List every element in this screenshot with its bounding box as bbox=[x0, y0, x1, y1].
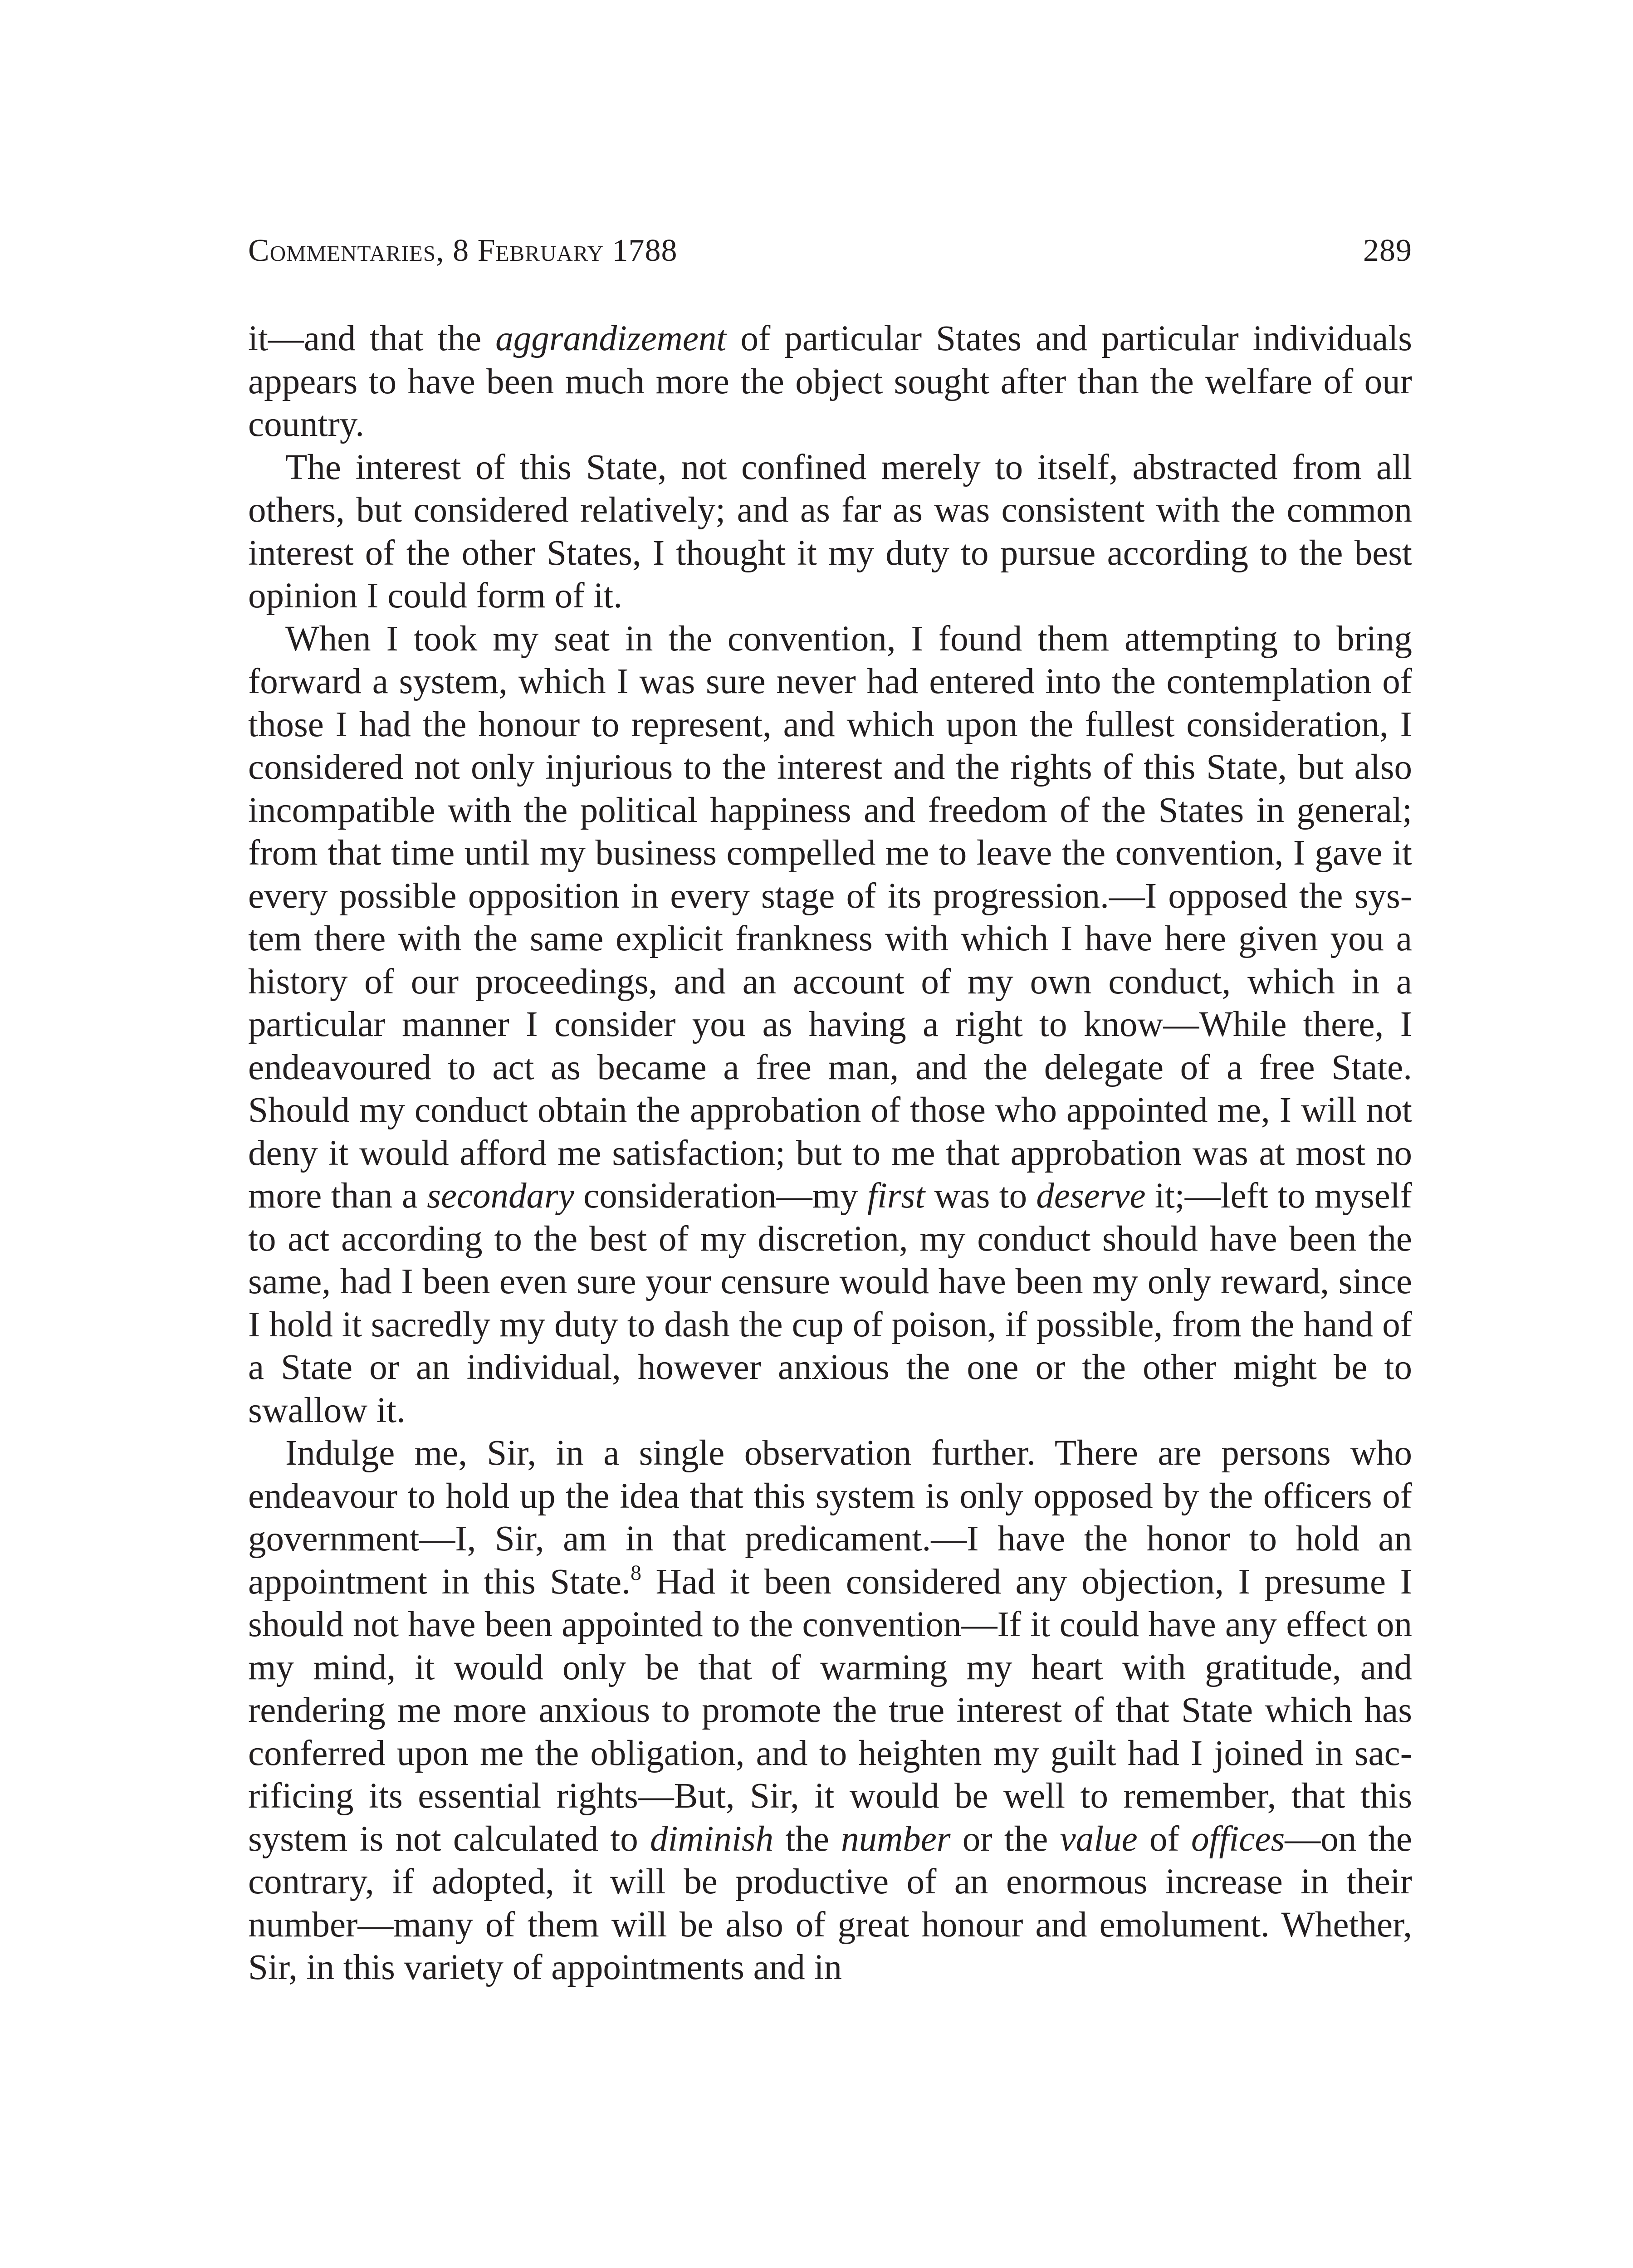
page-header bbox=[248, 226, 1412, 276]
text-run: was to bbox=[925, 1176, 1037, 1216]
italic-text: offices bbox=[1191, 1819, 1285, 1859]
italic-text: number bbox=[841, 1819, 951, 1859]
text-run: the bbox=[773, 1819, 841, 1859]
footnote-marker: 8 bbox=[630, 1560, 641, 1585]
italic-text: aggrandizement bbox=[495, 319, 727, 358]
page-number: 289 bbox=[1363, 233, 1412, 268]
text-run: The interest of this State, not confined merely to itself, abstracted from all others, but considered relatively; and as far as was consistent with the common interest of the other States, I thought it my duty to pursue according to the best opinion I could form of it. bbox=[248, 447, 1412, 616]
text-run: of bbox=[1137, 1819, 1192, 1859]
text-run: When I took my seat in the convention, I found them attempting to bring forward a system, which I was sure never had entered into the contemplation of those I had the honour to represent, and which upon the fullest consideration, I considered not only injurious to the interest and the rights of this State, but also incompatible with the political happiness and freedom of the States in general; from that time until my business compelled me to leave the convention, I gave it every possible opposition in every stage of its progression.—I opposed the system there with the same explicit frankness with which I have here given you a history of our proceedings, and an account of my own conduct, which in a particular manner I consider you as having a right to know—While there, I endeavoured to act as became a free man, and the delegate of a free State. Should my conduct obtain the approbation of those who appointed me, I will not deny it would afford me satisfaction; but to me that approbation was at most no more than a bbox=[248, 619, 1412, 1216]
italic-text: diminish bbox=[650, 1819, 774, 1859]
paragraph bbox=[248, 1432, 1412, 1989]
italic-text: first bbox=[867, 1176, 925, 1216]
text-run: Indulge me, Sir, in a single observation further. There are persons who endeavour to hold up the idea that this system is only opposed by the officers of government—I, Sir, am in that predicament.—I have the honor to hold an appointment in this State. bbox=[248, 1433, 1412, 1602]
paragraph bbox=[248, 618, 1412, 1432]
text-run: it—and that the bbox=[248, 319, 496, 358]
text-run: it;—left to myself to act according to the best of my discretion, my conduct should have been the same, had I been even sure your censure would have been my only reward, since I hold it sacredly my duty to dash the cup of poison, if possible, from the hand of a State or an individual, however anxious the one or the other might be to swallow it. bbox=[248, 1176, 1412, 1430]
body-text bbox=[248, 318, 1412, 1989]
running-head: Commentaries, 8 February 1788 bbox=[248, 233, 678, 268]
paragraph bbox=[248, 446, 1412, 618]
paragraph bbox=[248, 318, 1412, 446]
text-run: or the bbox=[950, 1819, 1060, 1859]
italic-text: value bbox=[1060, 1819, 1138, 1859]
text-run: Had it been considered any objection, I presume I should not have been appointed to the convention—If it could have any effect on my mind, it would only be that of warming my heart with gratitude, and rendering me more anxious to promote the true interest of that State which has conferred upon me the obligation, and to heighten my guilt had I joined in sacrificing its essential rights—But, Sir, it would be well to remember, that this system is not calculated to bbox=[248, 1562, 1412, 1859]
text-run: of particular States and particular individuals appears to have been much more the object sought after than the welfare of our country. bbox=[248, 319, 1412, 444]
italic-text: secondary bbox=[427, 1176, 574, 1216]
text-run: —on the contrary, if adopted, it will be productive of an enormous increase in their number—many of them will be also of great honour and emolument. Whether, Sir, in this variety of appointments and in bbox=[248, 1819, 1413, 1987]
text-run: consideration—my bbox=[574, 1176, 867, 1216]
italic-text: deserve bbox=[1036, 1176, 1146, 1216]
